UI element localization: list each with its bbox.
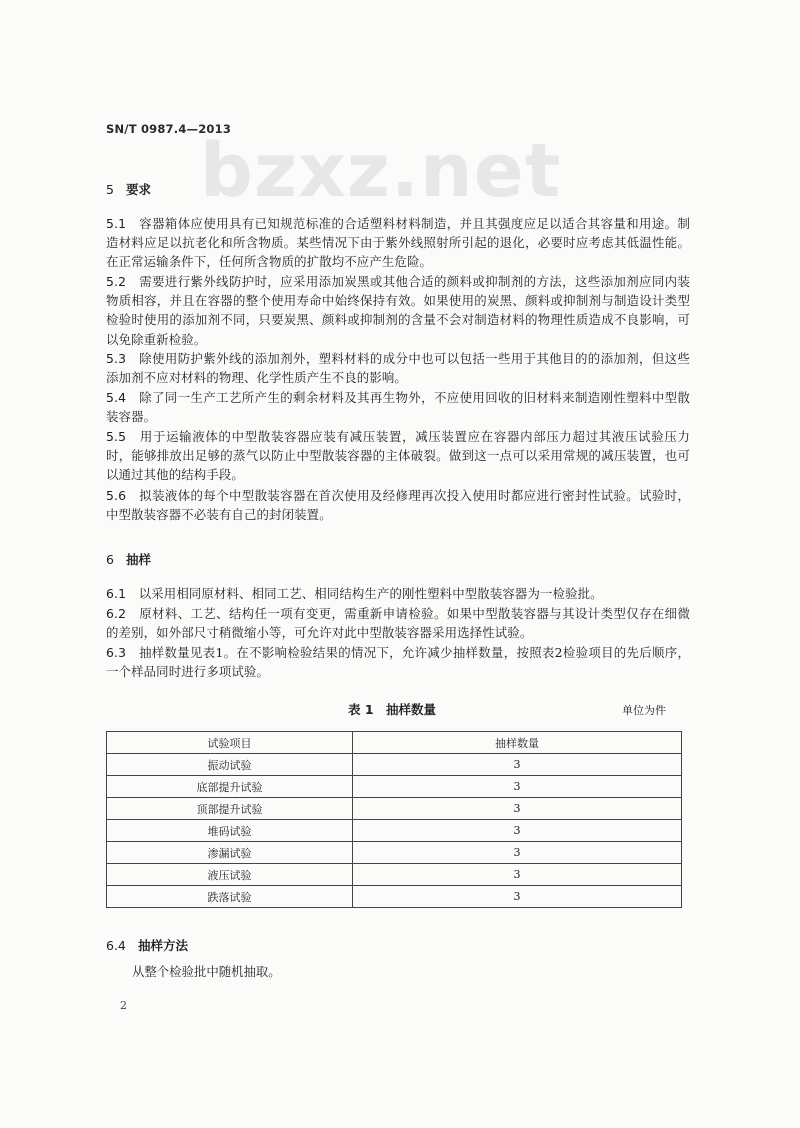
- clause-text: 抽样数量见表1。在不影响检验结果的情况下，允许减少抽样数量，按照表2检验项目的先后顺序，一个样品同时进行多项试验。: [106, 645, 690, 680]
- clause-number: 6.2: [106, 606, 127, 621]
- clause-5-6: [106, 486, 690, 524]
- quantity-cell: 3: [353, 842, 682, 864]
- table-row: [107, 820, 682, 842]
- table-row: [107, 864, 682, 886]
- clause-5-5: [106, 427, 690, 485]
- quantity-cell: 3: [353, 864, 682, 886]
- page-number: 2: [120, 999, 127, 1012]
- clause-text: 用于运输液体的中型散装容器应装有减压装置，减压装置应在容器内部压力超过其液压试验压力时，能够排放出足够的蒸气以防止中型散装容器的主体破裂。做到这一点可以采用常规的减压装置，也可以通过其他的结构手段。: [106, 429, 690, 483]
- table-row: [107, 776, 682, 798]
- clause-number: 5.5: [106, 429, 127, 444]
- clause-text: 除了同一生产工艺所产生的剩余材料及其再生物外，不应使用回收的旧材料来制造刚性塑料中型散装容器。: [106, 390, 690, 425]
- test-item-cell: 底部提升试验: [107, 776, 353, 798]
- sampling-method-text: 从整个检验批中随机抽取。: [132, 964, 281, 979]
- test-item-cell: 振动试验: [107, 754, 353, 776]
- clause-number: 5.1: [106, 216, 127, 231]
- clause-text: 容器箱体应使用具有已知规范标准的合适塑料材料制造，并且其强度应足以适合其容量和用途。制造材料应足以抗老化和所含物质。某些情况下由于紫外线照射所引起的退化，必要时应考虑其低温性能。在正常运输条件下，任何所含物质的扩散均不应产生危险。: [106, 216, 690, 270]
- clause-number: 5.3: [106, 351, 127, 366]
- clause-number: 5.4: [106, 390, 127, 405]
- clause-number: 6.3: [106, 645, 127, 660]
- section-6-heading: [106, 550, 151, 568]
- section-title: 抽样: [126, 552, 152, 567]
- table-row: [107, 886, 682, 908]
- clause-text: 需要进行紫外线防护时，应采用添加炭黑或其他合适的颜料或抑制剂的方法，这些添加剂应同内装物质相容，并且在容器的整个使用寿命中始终保持有效。如果使用的炭黑、颜料或抑制剂与制造设计类型检验时使用的添加剂不同，只要炭黑、颜料或抑制剂的含量不会对制造材料的物理性质造成不良影响，可以免除重新检验。: [106, 274, 690, 347]
- quantity-cell: 3: [353, 820, 682, 842]
- column-header-test-item: 试验项目: [107, 732, 353, 754]
- section-number: 5: [106, 182, 114, 197]
- sampling-quantity-table: [106, 731, 682, 908]
- clause-text: 原材料、工艺、结构任一项有变更，需重新申请检验。如果中型散装容器与其设计类型仅存在细微的差别，如外部尺寸稍微缩小等，可允许对此中型散装容器采用选择性试验。: [106, 606, 690, 641]
- clause-6-1: [106, 584, 690, 603]
- section-6-4-heading: [106, 936, 188, 954]
- quantity-cell: 3: [353, 754, 682, 776]
- quantity-cell: 3: [353, 886, 682, 908]
- clause-6-3: [106, 643, 690, 681]
- section-title: 要求: [126, 182, 152, 197]
- section-number: 6.4: [106, 938, 126, 953]
- clause-number: 5.2: [106, 274, 127, 289]
- clause-5-1: [106, 214, 690, 272]
- test-item-cell: 渗漏试验: [107, 842, 353, 864]
- watermark: bzxz.net: [200, 128, 562, 214]
- table-row: [107, 842, 682, 864]
- clause-5-3: [106, 349, 690, 387]
- table-unit-note: 单位为件: [622, 704, 666, 717]
- clause-5-2: [106, 272, 690, 349]
- standard-code: SN/T 0987.4—2013: [106, 122, 232, 136]
- test-item-cell: 跌落试验: [107, 886, 353, 908]
- test-item-cell: 顶部提升试验: [107, 798, 353, 820]
- test-item-cell: 堆码试验: [107, 820, 353, 842]
- clause-text: 以采用相同原材料、相同工艺、相同结构生产的刚性塑料中型散装容器为一检验批。: [138, 586, 603, 601]
- test-item-cell: 液压试验: [107, 864, 353, 886]
- column-header-sample-quantity: 抽样数量: [353, 732, 682, 754]
- clause-text: 拟装液体的每个中型散装容器在首次使用及经修理再次投入使用时都应进行密封性试验。试验时，中型散装容器不必装有自己的封闭装置。: [106, 488, 690, 523]
- clause-number: 6.1: [106, 586, 127, 601]
- section-number: 6: [106, 552, 114, 567]
- section-title: 抽样方法: [138, 938, 189, 953]
- clause-5-4: [106, 388, 690, 426]
- quantity-cell: 3: [353, 776, 682, 798]
- table-header-row: [107, 732, 682, 754]
- table-row: [107, 798, 682, 820]
- clause-number: 5.6: [106, 488, 127, 503]
- quantity-cell: 3: [353, 798, 682, 820]
- section-5-heading: [106, 180, 151, 198]
- table-row: [107, 754, 682, 776]
- clause-text: 除使用防护紫外线的添加剂外，塑料材料的成分中也可以包括一些用于其他目的的添加剂，但这些添加剂不应对材料的物理、化学性质产生不良的影响。: [106, 351, 690, 386]
- clause-6-2: [106, 604, 690, 642]
- table-caption: 表 1 抽样数量: [348, 702, 437, 717]
